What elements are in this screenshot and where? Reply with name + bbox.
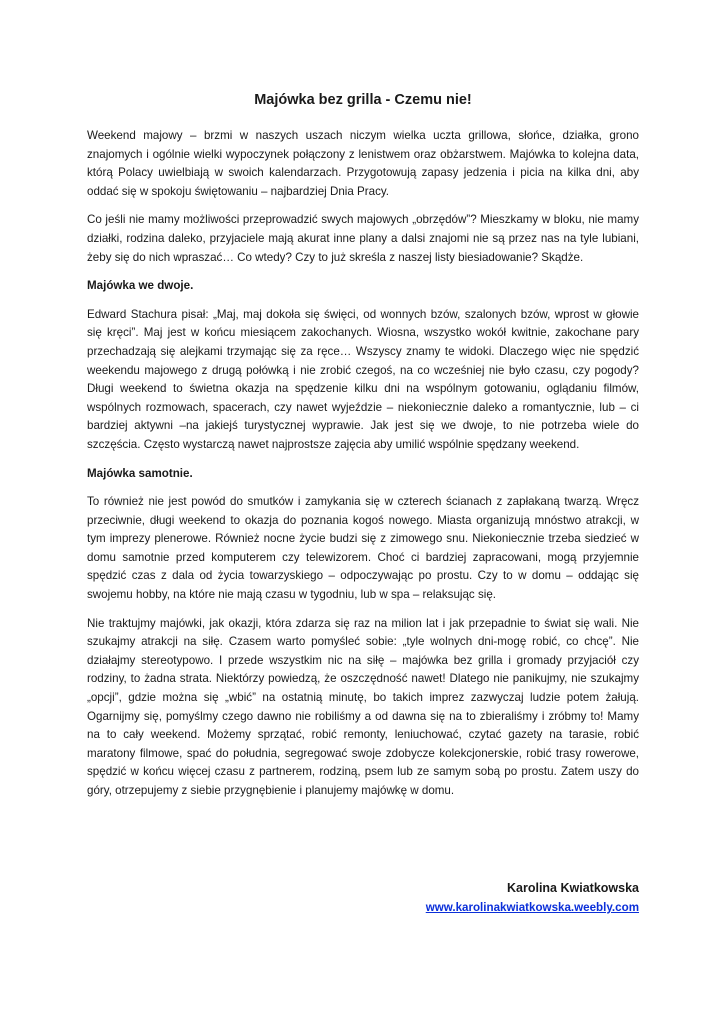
document-body [87,91,639,811]
document-title: Majówka bez grilla - Czemu nie! [254,92,472,108]
website-link[interactable]: www.karolinakwiatkowska.weebly.com [425,901,639,914]
author-name: Karolina Kwiatkowska [507,881,639,895]
section-paragraph-alone: To również nie jest powód do smutków i zamykania się w czterech ścianach z zapłakaną twarzą. Wręcz przeciwnie, długi weekend to okazja do poznania kogoś nowego. Miasta organizują mnóstwo atrakcji, w tym imprezy plenerowe. Również nocne życie budzi się z zimowego snu. Niekoniecznie trzeba siedzieć w domu samotnie przed komputerem czy telewizorem. Choć ci bardziej zapracowani, mogą przyjemnie spędzić czas z dala od życia towarzyskiego – odpoczywając po prostu. Czy to w domu – oddając się swojemu hobby, na które nie mają czasu w tygodniu, lub w spa – relaksując się. [87,495,639,602]
section-paragraph-together: Edward Stachura pisał: „Maj, maj dokoła się święci, od wonnych bzów, szalonych bzów, wprost w głowie się kręci”. Maj jest w końcu miesiącem zakochanych. Wiosna, wszystko wokół kwitnie, zakochane pary przechadzają się alejkami trzymając się za ręce… Wszyscy znamy te widoki. Dlaczego więc nie spędzić weekendu majowego z drugą połówką i nie zrobić czegoś, na co wcześniej nie było czasu, czy pogody? Długi weekend to świetna okazja na spędzenie kilku dni na wspólnym gotowaniu, oglądaniu filmów, wspólnych rozmowach, spacerach, czy nawet wyjeździe – niekoniecznie daleko a romantycznie, lub – ci bardziej aktywni –na jakiejś turystycznej wyprawie. Jak jest się we dwoje, to nie potrzeba wiele do szczęścia. Często wystarczą nawet najprostsze zajęcia aby umilić wspólnie spędzany weekend. [87,307,639,451]
section-heading-alone: Majówka samotnie. [87,466,193,480]
intro-paragraph-1: Weekend majowy – brzmi w naszych uszach niczym wielka uczta grillowa, słońce, działka, grono znajomych i ogólnie wielki wypoczynek połączony z lenistwem oraz obżarstwem. Majówka to kolejna data, którą Polacy uwielbiają w swoich kalendarzach. Przygotowują zapasy jedzenia i picia na kilka dni, aby oddać się w spokoju świętowaniu – najbardziej Dnia Pracy. [87,129,639,198]
intro-paragraph-2: Co jeśli nie mamy możliwości przeprowadzić swych majowych „obrzędów”? Mieszkamy w bloku, nie mamy działki, rodzina daleko, przyjaciele mają akurat inne plany a dalsi znajomi nie są przez nas na tyle lubiani, żeby się do nich wpraszać… Co wtedy? Czy to już skreśla z naszej listy biesiadowanie? Skądże. [87,213,639,264]
closing-paragraph: Nie traktujmy majówki, jak okazji, która zdarza się raz na milion lat i jak przepadnie to świat się wali. Nie szukajmy atrakcji na siłę. Czasem warto pomyśleć sobie: „tyle wolnych dni-mogę robić, co chcę”. Nie działajmy stereotypowo. I przede wszystkim nic na siłę – majówka bez grilla i gromady przyjaciół czy rodziny, to żadna strata. Niektórzy powiedzą, że oszczędność nawet! Dlatego nie panikujmy, nie szukajmy „opcji”, gdzie można się „wbić” na ostatnią minutę, bo takich imprez zazwyczaj ludzie potem żałują. Ogarnijmy się, pomyślmy czego dawno nie robiliśmy a od dawna się na to zbieraliśmy i zróbmy to! Mamy na to cały weekend. Możemy sprzątać, robić remonty, leniuchować, czytać gazety na tarasie, robić maratony filmowe, spać do południa, segregować swoje zdobycze kolekcjonerskie, robić trasy rowerowe, spędzić w końcu więcej czasu z partnerem, rodziną, psem lub ze samym sobą po prostu. Zatem uszy do góry, otrzepujemy z siebie przygnębienie i planujemy majówkę w domu. [87,616,639,797]
signature-block [426,878,639,918]
section-heading-together: Majówka we dwoje. [87,279,194,293]
